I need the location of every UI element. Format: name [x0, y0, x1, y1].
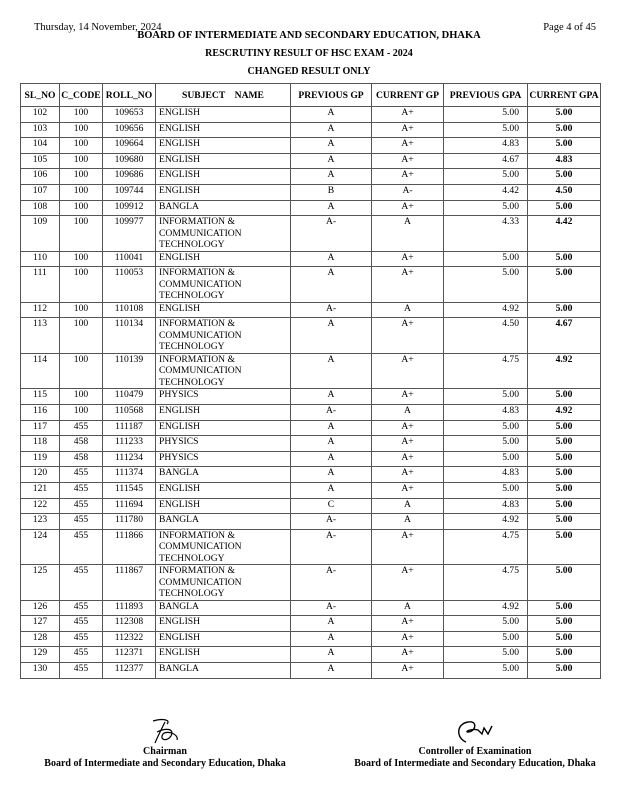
- cell-previous-gp: A: [291, 663, 372, 679]
- controller-title: Controller of Examination: [418, 746, 532, 757]
- cell-roll-no: 112308: [103, 616, 156, 632]
- cell-roll-no: 110041: [103, 251, 156, 267]
- cell-current-gp: A+: [372, 353, 444, 389]
- cell-c-code: 455: [60, 600, 103, 616]
- table-row: [21, 169, 601, 185]
- cell-previous-gpa: 5.00: [444, 436, 528, 452]
- cell-current-gpa: 4.42: [528, 216, 601, 252]
- col-header-c-code: C_CODE: [60, 84, 103, 107]
- table-row: [21, 107, 601, 123]
- cell-previous-gpa: 5.00: [444, 482, 528, 498]
- table-row: [21, 138, 601, 154]
- cell-current-gpa: 4.50: [528, 184, 601, 200]
- cell-previous-gp: B: [291, 184, 372, 200]
- cell-current-gp: A: [372, 600, 444, 616]
- cell-c-code: 455: [60, 498, 103, 514]
- cell-current-gp: A+: [372, 436, 444, 452]
- cell-subject-name: ENGLISH: [156, 647, 291, 663]
- cell-subject-name: ENGLISH: [156, 498, 291, 514]
- cell-sl-no: 119: [21, 451, 60, 467]
- cell-current-gp: A+: [372, 647, 444, 663]
- table-row: [21, 216, 601, 252]
- cell-subject-name: ENGLISH: [156, 138, 291, 154]
- cell-previous-gp: A: [291, 647, 372, 663]
- cell-roll-no: 111867: [103, 565, 156, 601]
- cell-sl-no: 102: [21, 107, 60, 123]
- cell-current-gpa: 5.00: [528, 482, 601, 498]
- cell-previous-gpa: 4.83: [444, 138, 528, 154]
- cell-sl-no: 106: [21, 169, 60, 185]
- cell-current-gp: A+: [372, 482, 444, 498]
- cell-previous-gpa: 4.83: [444, 498, 528, 514]
- cell-subject-name: INFORMATION & COMMUNICATION TECHNOLOGY: [156, 353, 291, 389]
- cell-current-gpa: 5.00: [528, 251, 601, 267]
- cell-c-code: 100: [60, 184, 103, 200]
- cell-previous-gp: A-: [291, 565, 372, 601]
- cell-previous-gpa: 5.00: [444, 451, 528, 467]
- cell-subject-name: ENGLISH: [156, 616, 291, 632]
- cell-current-gp: A+: [372, 451, 444, 467]
- page-number: Page 4 of 45: [543, 22, 596, 33]
- cell-c-code: 100: [60, 389, 103, 405]
- cell-sl-no: 120: [21, 467, 60, 483]
- cell-c-code: 458: [60, 436, 103, 452]
- cell-sl-no: 127: [21, 616, 60, 632]
- cell-sl-no: 122: [21, 498, 60, 514]
- cell-sl-no: 109: [21, 216, 60, 252]
- cell-previous-gpa: 4.75: [444, 529, 528, 565]
- cell-previous-gpa: 5.00: [444, 169, 528, 185]
- cell-previous-gpa: 5.00: [444, 251, 528, 267]
- cell-previous-gp: A: [291, 200, 372, 216]
- cell-subject-name: INFORMATION & COMMUNICATION TECHNOLOGY: [156, 216, 291, 252]
- cell-sl-no: 124: [21, 529, 60, 565]
- cell-c-code: 100: [60, 138, 103, 154]
- cell-subject-name: ENGLISH: [156, 420, 291, 436]
- cell-roll-no: 110053: [103, 267, 156, 303]
- cell-roll-no: 112377: [103, 663, 156, 679]
- cell-current-gp: A: [372, 498, 444, 514]
- cell-current-gp: A+: [372, 267, 444, 303]
- cell-roll-no: 109680: [103, 153, 156, 169]
- table-row: [21, 631, 601, 647]
- cell-subject-name: PHYSICS: [156, 436, 291, 452]
- cell-c-code: 100: [60, 169, 103, 185]
- cell-subject-name: INFORMATION & COMMUNICATION TECHNOLOGY: [156, 267, 291, 303]
- cell-previous-gpa: 5.00: [444, 631, 528, 647]
- cell-roll-no: 111893: [103, 600, 156, 616]
- cell-sl-no: 126: [21, 600, 60, 616]
- cell-previous-gp: A: [291, 451, 372, 467]
- cell-previous-gpa: 4.92: [444, 600, 528, 616]
- cell-c-code: 455: [60, 663, 103, 679]
- cell-subject-name: INFORMATION & COMMUNICATION TECHNOLOGY: [156, 529, 291, 565]
- cell-sl-no: 111: [21, 267, 60, 303]
- cell-previous-gp: A: [291, 467, 372, 483]
- cell-sl-no: 104: [21, 138, 60, 154]
- cell-subject-name: ENGLISH: [156, 169, 291, 185]
- cell-previous-gp: A-: [291, 600, 372, 616]
- cell-previous-gpa: 5.00: [444, 122, 528, 138]
- table-row: [21, 514, 601, 530]
- cell-previous-gpa: 4.67: [444, 153, 528, 169]
- cell-sl-no: 130: [21, 663, 60, 679]
- cell-previous-gpa: 4.75: [444, 565, 528, 601]
- cell-c-code: 455: [60, 482, 103, 498]
- col-header-sl-no: SL_NO: [21, 84, 60, 107]
- chairman-title: Chairman: [143, 746, 187, 757]
- chairman-signature: [145, 716, 185, 746]
- cell-sl-no: 114: [21, 353, 60, 389]
- cell-sl-no: 129: [21, 647, 60, 663]
- col-header-previous-gpa: PREVIOUS GPA: [444, 84, 528, 107]
- col-header-roll-no: ROLL_NO: [103, 84, 156, 107]
- table-row: [21, 200, 601, 216]
- cell-c-code: 458: [60, 451, 103, 467]
- cell-roll-no: 111545: [103, 482, 156, 498]
- cell-subject-name: INFORMATION & COMMUNICATION TECHNOLOGY: [156, 565, 291, 601]
- cell-previous-gp: A: [291, 482, 372, 498]
- cell-current-gp: A+: [372, 200, 444, 216]
- cell-current-gp: A+: [372, 318, 444, 354]
- cell-roll-no: 110108: [103, 302, 156, 318]
- cell-current-gpa: 4.67: [528, 318, 601, 354]
- cell-current-gpa: 5.00: [528, 420, 601, 436]
- cell-previous-gp: A: [291, 616, 372, 632]
- cell-current-gpa: 5.00: [528, 451, 601, 467]
- cell-c-code: 100: [60, 404, 103, 420]
- cell-current-gp: A: [372, 216, 444, 252]
- cell-c-code: 455: [60, 631, 103, 647]
- cell-previous-gp: A: [291, 153, 372, 169]
- cell-c-code: 100: [60, 200, 103, 216]
- cell-subject-name: PHYSICS: [156, 451, 291, 467]
- cell-previous-gpa: 5.00: [444, 107, 528, 123]
- cell-current-gp: A-: [372, 184, 444, 200]
- cell-current-gp: A+: [372, 169, 444, 185]
- cell-subject-name: BANGLA: [156, 514, 291, 530]
- table-row: [21, 267, 601, 303]
- cell-previous-gp: A-: [291, 302, 372, 318]
- cell-roll-no: 111694: [103, 498, 156, 514]
- cell-sl-no: 117: [21, 420, 60, 436]
- result-subtitle: CHANGED RESULT ONLY: [247, 66, 371, 77]
- cell-previous-gp: A: [291, 169, 372, 185]
- cell-current-gpa: 5.00: [528, 616, 601, 632]
- cell-roll-no: 111866: [103, 529, 156, 565]
- cell-previous-gp: A: [291, 122, 372, 138]
- cell-current-gpa: 5.00: [528, 302, 601, 318]
- cell-current-gp: A+: [372, 389, 444, 405]
- cell-current-gpa: 5.00: [528, 529, 601, 565]
- chairman-signature-block: [20, 716, 310, 770]
- cell-sl-no: 118: [21, 436, 60, 452]
- cell-roll-no: 110568: [103, 404, 156, 420]
- cell-roll-no: 110139: [103, 353, 156, 389]
- cell-c-code: 455: [60, 647, 103, 663]
- cell-sl-no: 105: [21, 153, 60, 169]
- cell-current-gp: A+: [372, 138, 444, 154]
- cell-current-gpa: 5.00: [528, 600, 601, 616]
- table-row: [21, 404, 601, 420]
- cell-previous-gp: A-: [291, 514, 372, 530]
- cell-subject-name: ENGLISH: [156, 107, 291, 123]
- cell-subject-name: ENGLISH: [156, 302, 291, 318]
- cell-roll-no: 110479: [103, 389, 156, 405]
- table-row: [21, 482, 601, 498]
- cell-previous-gpa: 5.00: [444, 647, 528, 663]
- cell-current-gp: A: [372, 404, 444, 420]
- cell-previous-gp: C: [291, 498, 372, 514]
- cell-c-code: 100: [60, 107, 103, 123]
- table-row: [21, 122, 601, 138]
- cell-c-code: 100: [60, 216, 103, 252]
- table-row: [21, 451, 601, 467]
- cell-roll-no: 111233: [103, 436, 156, 452]
- cell-c-code: 455: [60, 420, 103, 436]
- cell-c-code: 100: [60, 302, 103, 318]
- cell-roll-no: 111374: [103, 467, 156, 483]
- cell-current-gpa: 5.00: [528, 138, 601, 154]
- cell-roll-no: 109912: [103, 200, 156, 216]
- cell-current-gpa: 5.00: [528, 200, 601, 216]
- cell-current-gpa: 4.83: [528, 153, 601, 169]
- cell-c-code: 455: [60, 467, 103, 483]
- cell-roll-no: 109977: [103, 216, 156, 252]
- cell-current-gpa: 5.00: [528, 389, 601, 405]
- controller-organization: Board of Intermediate and Secondary Education, Dhaka: [354, 758, 596, 769]
- cell-previous-gp: A-: [291, 216, 372, 252]
- cell-roll-no: 109656: [103, 122, 156, 138]
- cell-sl-no: 128: [21, 631, 60, 647]
- cell-previous-gp: A: [291, 138, 372, 154]
- col-header-current-gp: CURRENT GP: [372, 84, 444, 107]
- cell-previous-gp: A: [291, 420, 372, 436]
- cell-previous-gp: A: [291, 251, 372, 267]
- cell-current-gpa: 4.92: [528, 404, 601, 420]
- cell-subject-name: BANGLA: [156, 663, 291, 679]
- cell-subject-name: BANGLA: [156, 200, 291, 216]
- cell-current-gpa: 5.00: [528, 467, 601, 483]
- cell-current-gpa: 5.00: [528, 267, 601, 303]
- cell-previous-gp: A: [291, 318, 372, 354]
- cell-current-gp: A+: [372, 616, 444, 632]
- cell-previous-gpa: 5.00: [444, 389, 528, 405]
- cell-previous-gpa: 4.75: [444, 353, 528, 389]
- cell-previous-gp: A-: [291, 404, 372, 420]
- cell-roll-no: 109744: [103, 184, 156, 200]
- cell-c-code: 455: [60, 529, 103, 565]
- cell-previous-gpa: 4.92: [444, 302, 528, 318]
- cell-previous-gpa: 4.33: [444, 216, 528, 252]
- table-row: [21, 420, 601, 436]
- cell-sl-no: 103: [21, 122, 60, 138]
- cell-current-gp: A+: [372, 122, 444, 138]
- cell-subject-name: ENGLISH: [156, 404, 291, 420]
- cell-subject-name: INFORMATION & COMMUNICATION TECHNOLOGY: [156, 318, 291, 354]
- cell-subject-name: ENGLISH: [156, 482, 291, 498]
- cell-previous-gpa: 5.00: [444, 616, 528, 632]
- cell-c-code: 100: [60, 251, 103, 267]
- cell-sl-no: 115: [21, 389, 60, 405]
- col-header-subject-name: SUBJECT NAME: [156, 84, 291, 107]
- table-row: [21, 436, 601, 452]
- cell-previous-gp: A: [291, 436, 372, 452]
- table-row: [21, 353, 601, 389]
- cell-roll-no: 112371: [103, 647, 156, 663]
- cell-roll-no: 110134: [103, 318, 156, 354]
- board-title: BOARD OF INTERMEDIATE AND SECONDARY EDUCATION, DHAKA: [137, 30, 481, 41]
- cell-current-gp: A+: [372, 420, 444, 436]
- controller-signature-block: [330, 716, 618, 770]
- cell-current-gpa: 5.00: [528, 498, 601, 514]
- col-header-current-gpa: CURRENT GPA: [528, 84, 601, 107]
- cell-subject-name: BANGLA: [156, 600, 291, 616]
- table-row: [21, 302, 601, 318]
- table-row: [21, 565, 601, 601]
- cell-subject-name: PHYSICS: [156, 389, 291, 405]
- cell-subject-name: ENGLISH: [156, 153, 291, 169]
- cell-previous-gp: A: [291, 631, 372, 647]
- cell-previous-gp: A: [291, 107, 372, 123]
- cell-current-gpa: 5.00: [528, 647, 601, 663]
- cell-c-code: 100: [60, 122, 103, 138]
- cell-subject-name: ENGLISH: [156, 251, 291, 267]
- cell-previous-gp: A-: [291, 529, 372, 565]
- table-row: [21, 498, 601, 514]
- exam-title: RESCRUTINY RESULT OF HSC EXAM - 2024: [205, 48, 413, 59]
- cell-previous-gpa: 5.00: [444, 200, 528, 216]
- cell-c-code: 100: [60, 153, 103, 169]
- col-header-previous-gp: PREVIOUS GP: [291, 84, 372, 107]
- table-row: [21, 616, 601, 632]
- cell-roll-no: 111187: [103, 420, 156, 436]
- cell-roll-no: 109653: [103, 107, 156, 123]
- cell-sl-no: 121: [21, 482, 60, 498]
- cell-previous-gpa: 4.83: [444, 467, 528, 483]
- table-row: [21, 251, 601, 267]
- table-row: [21, 184, 601, 200]
- chairman-organization: Board of Intermediate and Secondary Education, Dhaka: [44, 758, 286, 769]
- table-row: [21, 153, 601, 169]
- results-table: [20, 83, 601, 679]
- cell-current-gpa: 5.00: [528, 663, 601, 679]
- cell-roll-no: 111234: [103, 451, 156, 467]
- cell-current-gpa: 5.00: [528, 514, 601, 530]
- cell-c-code: 100: [60, 353, 103, 389]
- table-row: [21, 663, 601, 679]
- cell-sl-no: 125: [21, 565, 60, 601]
- controller-signature: [452, 716, 498, 746]
- cell-current-gpa: 5.00: [528, 107, 601, 123]
- cell-previous-gpa: 5.00: [444, 663, 528, 679]
- cell-roll-no: 111780: [103, 514, 156, 530]
- cell-sl-no: 113: [21, 318, 60, 354]
- cell-current-gpa: 5.00: [528, 436, 601, 452]
- cell-current-gpa: 5.00: [528, 565, 601, 601]
- cell-current-gp: A+: [372, 153, 444, 169]
- cell-current-gp: A+: [372, 107, 444, 123]
- cell-sl-no: 108: [21, 200, 60, 216]
- cell-previous-gp: A: [291, 267, 372, 303]
- cell-subject-name: ENGLISH: [156, 184, 291, 200]
- cell-c-code: 455: [60, 514, 103, 530]
- table-row: [21, 318, 601, 354]
- table-row: [21, 647, 601, 663]
- cell-current-gp: A+: [372, 631, 444, 647]
- cell-subject-name: ENGLISH: [156, 122, 291, 138]
- cell-current-gp: A+: [372, 565, 444, 601]
- cell-current-gp: A+: [372, 663, 444, 679]
- cell-roll-no: 109664: [103, 138, 156, 154]
- cell-c-code: 100: [60, 318, 103, 354]
- cell-previous-gpa: 4.42: [444, 184, 528, 200]
- table-header-row: [21, 84, 601, 107]
- cell-current-gpa: 5.00: [528, 122, 601, 138]
- cell-sl-no: 116: [21, 404, 60, 420]
- table-row: [21, 467, 601, 483]
- cell-current-gp: A: [372, 514, 444, 530]
- cell-current-gpa: 5.00: [528, 631, 601, 647]
- cell-previous-gpa: 4.83: [444, 404, 528, 420]
- cell-sl-no: 110: [21, 251, 60, 267]
- cell-roll-no: 109686: [103, 169, 156, 185]
- cell-current-gp: A+: [372, 251, 444, 267]
- cell-current-gpa: 4.92: [528, 353, 601, 389]
- cell-c-code: 455: [60, 565, 103, 601]
- print-date: Thursday, 14 November, 2024: [34, 22, 162, 33]
- cell-sl-no: 123: [21, 514, 60, 530]
- table-row: [21, 389, 601, 405]
- cell-sl-no: 107: [21, 184, 60, 200]
- cell-previous-gpa: 5.00: [444, 420, 528, 436]
- cell-previous-gpa: 4.92: [444, 514, 528, 530]
- cell-current-gp: A+: [372, 467, 444, 483]
- cell-previous-gp: A: [291, 353, 372, 389]
- cell-previous-gp: A: [291, 389, 372, 405]
- cell-current-gpa: 5.00: [528, 169, 601, 185]
- cell-current-gp: A: [372, 302, 444, 318]
- table-row: [21, 529, 601, 565]
- table-row: [21, 600, 601, 616]
- cell-c-code: 455: [60, 616, 103, 632]
- cell-current-gp: A+: [372, 529, 444, 565]
- cell-sl-no: 112: [21, 302, 60, 318]
- cell-c-code: 100: [60, 267, 103, 303]
- cell-previous-gpa: 4.50: [444, 318, 528, 354]
- cell-subject-name: BANGLA: [156, 467, 291, 483]
- cell-previous-gpa: 5.00: [444, 267, 528, 303]
- cell-subject-name: ENGLISH: [156, 631, 291, 647]
- cell-roll-no: 112322: [103, 631, 156, 647]
